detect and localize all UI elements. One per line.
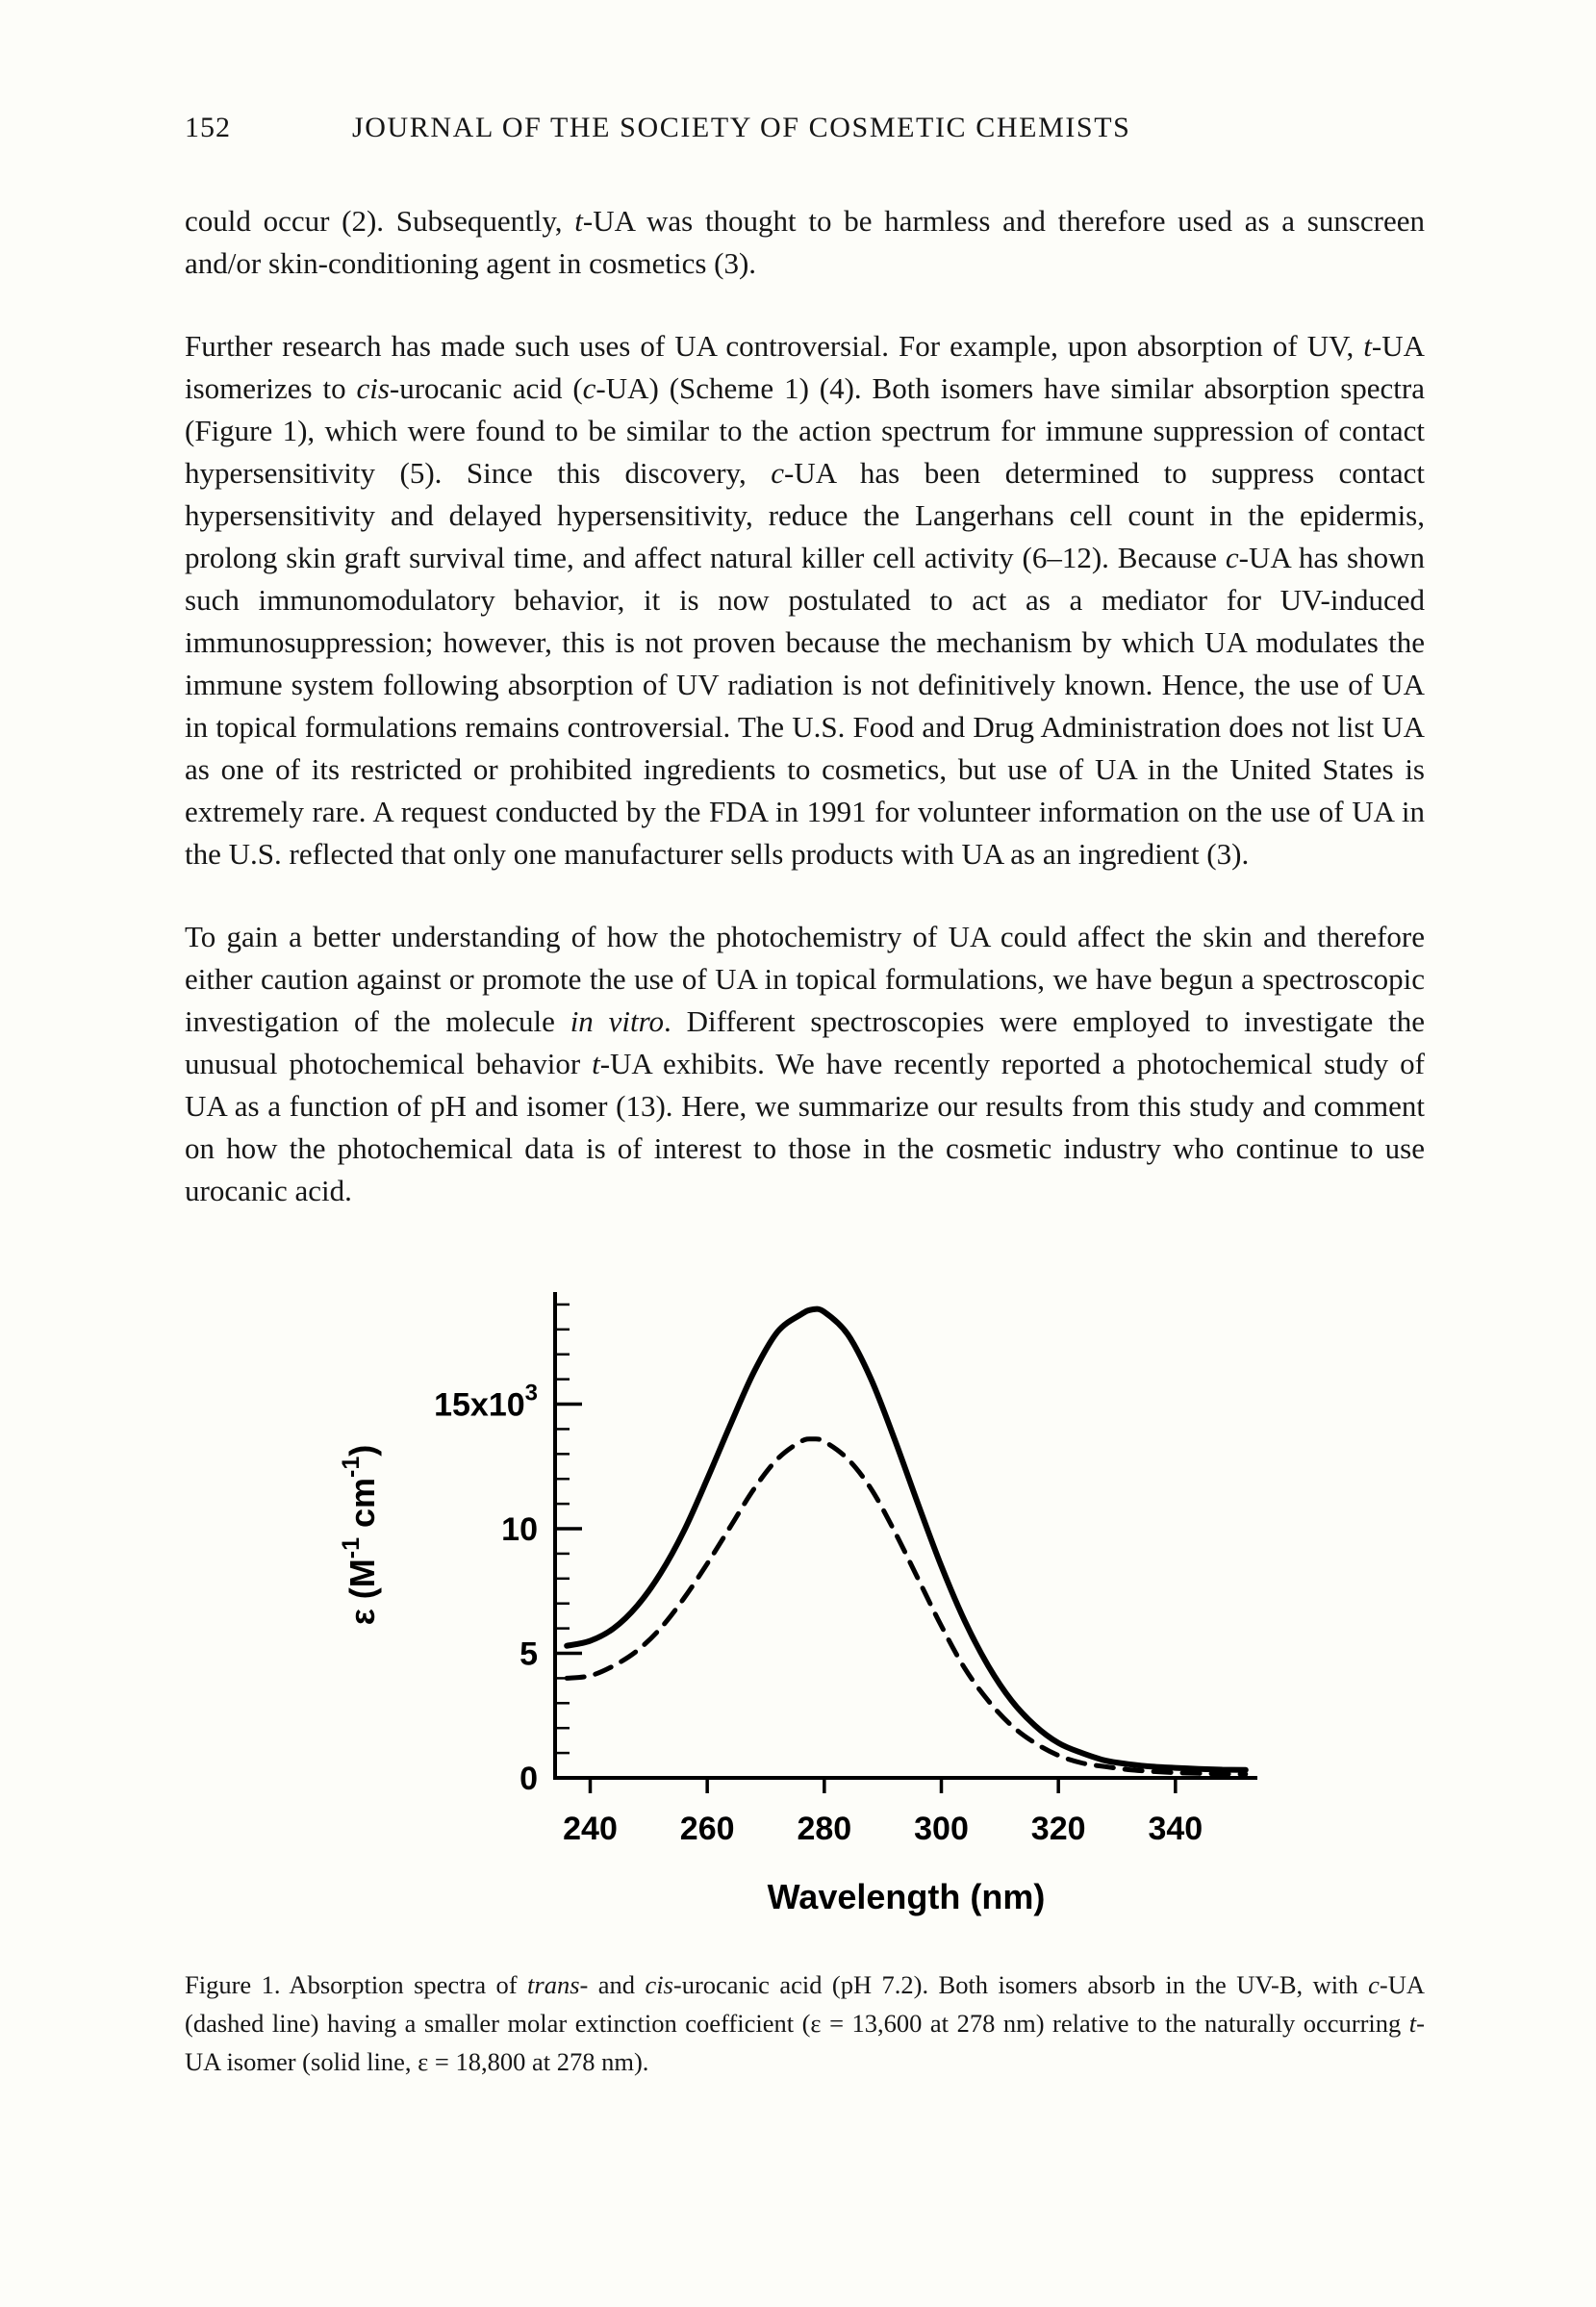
page-number: 152 [185, 112, 231, 143]
absorption-spectra-chart [295, 1268, 1315, 1941]
svg-text:320: 320 [1030, 1811, 1086, 1848]
svg-text:340: 340 [1147, 1811, 1203, 1848]
svg-text:240: 240 [562, 1811, 618, 1848]
svg-text:10: 10 [500, 1511, 538, 1549]
article-body [185, 200, 1425, 2082]
page-header [185, 112, 1425, 144]
paragraph-3: To gain a better understanding of how the photochemistry of UA could affect the skin and therefore either caution against or promote the use of UA in topical formulations, we have begun a spectroscopic investigation of the molecule in vitro. Different spectroscopies were employed to investigate the unusual photochemical behavior t-UA exhibits. We have recently reported a photochemical study of UA as a function of pH and isomer (13). Here, we summarize our results from this study and comment on how the photochemical data is of interest to those in the cosmetic industry who continue to use urocanic acid. [185, 920, 1425, 1208]
svg-text:300: 300 [913, 1811, 969, 1848]
figure-caption: Figure 1. Absorption spectra of trans- and cis-urocanic acid (pH 7.2). Both isomers absorb in the UV-B, with c-UA (dashed line) having a smaller molar extinction coefficient (ε = 13,600 at 278 nm) relative to the naturally occurring t-UA isomer (solid line, ε = 18,800 at 278 nm). [185, 1970, 1425, 2076]
paragraph-1: could occur (2). Subsequently, t-UA was thought to be harmless and therefore used as a sunscreen and/or skin-conditioning agent in cosmetics (3). [185, 204, 1425, 281]
svg-text:15x103: $15x10^3$ [433, 1380, 538, 1424]
figure-1 [185, 1268, 1425, 2081]
svg-text:0: 0 [519, 1761, 538, 1798]
svg-text:5: 5 [519, 1635, 538, 1673]
svg-text:ε (M-1 cm-1): ε ($M^{-1}$ $cm^{-1}$) [337, 1445, 382, 1626]
svg-text:260: 260 [679, 1811, 735, 1848]
svg-text:Wavelength (nm): Wavelength (nm) [767, 1877, 1045, 1917]
svg-text:280: 280 [796, 1811, 851, 1848]
paragraph-2: Further research has made such uses of UA controversial. For example, upon absorption of UV, t-UA isomerizes to cis-urocanic acid (c-UA) (Scheme 1) (4). Both isomers have similar absorption spectra (Figure 1), which were found to be similar to the action spectrum for immune suppression of contact hypersensitivity (5). Since this discovery, c-UA has been determined to suppress contact hypersensitivity and delayed hypersensitivity, reduce the Langerhans cell count in the epidermis, prolong skin graft survival time, and affect natural killer cell activity (6–12). Because c-UA has shown such immunomodulatory behavior, it is now postulated to act as a mediator for UV-induced immunosuppression; however, this is not proven because the mechanism by which UA modulates the immune system following absorption of UV radiation is not definitively known. Hence, the use of UA in topical formulations remains controversial. The U.S. Food and Drug Administration does not list UA as one of its restricted or prohibited ingredients to cosmetics, but use of UA in the United States is extremely rare. A request conducted by the FDA in 1991 for volunteer information on the use of UA in the U.S. reflected that only one manufacturer sells products with UA as an ingredient (3). [185, 329, 1425, 872]
journal-title: JOURNAL OF THE SOCIETY OF COSMETIC CHEMISTS [352, 112, 1131, 143]
